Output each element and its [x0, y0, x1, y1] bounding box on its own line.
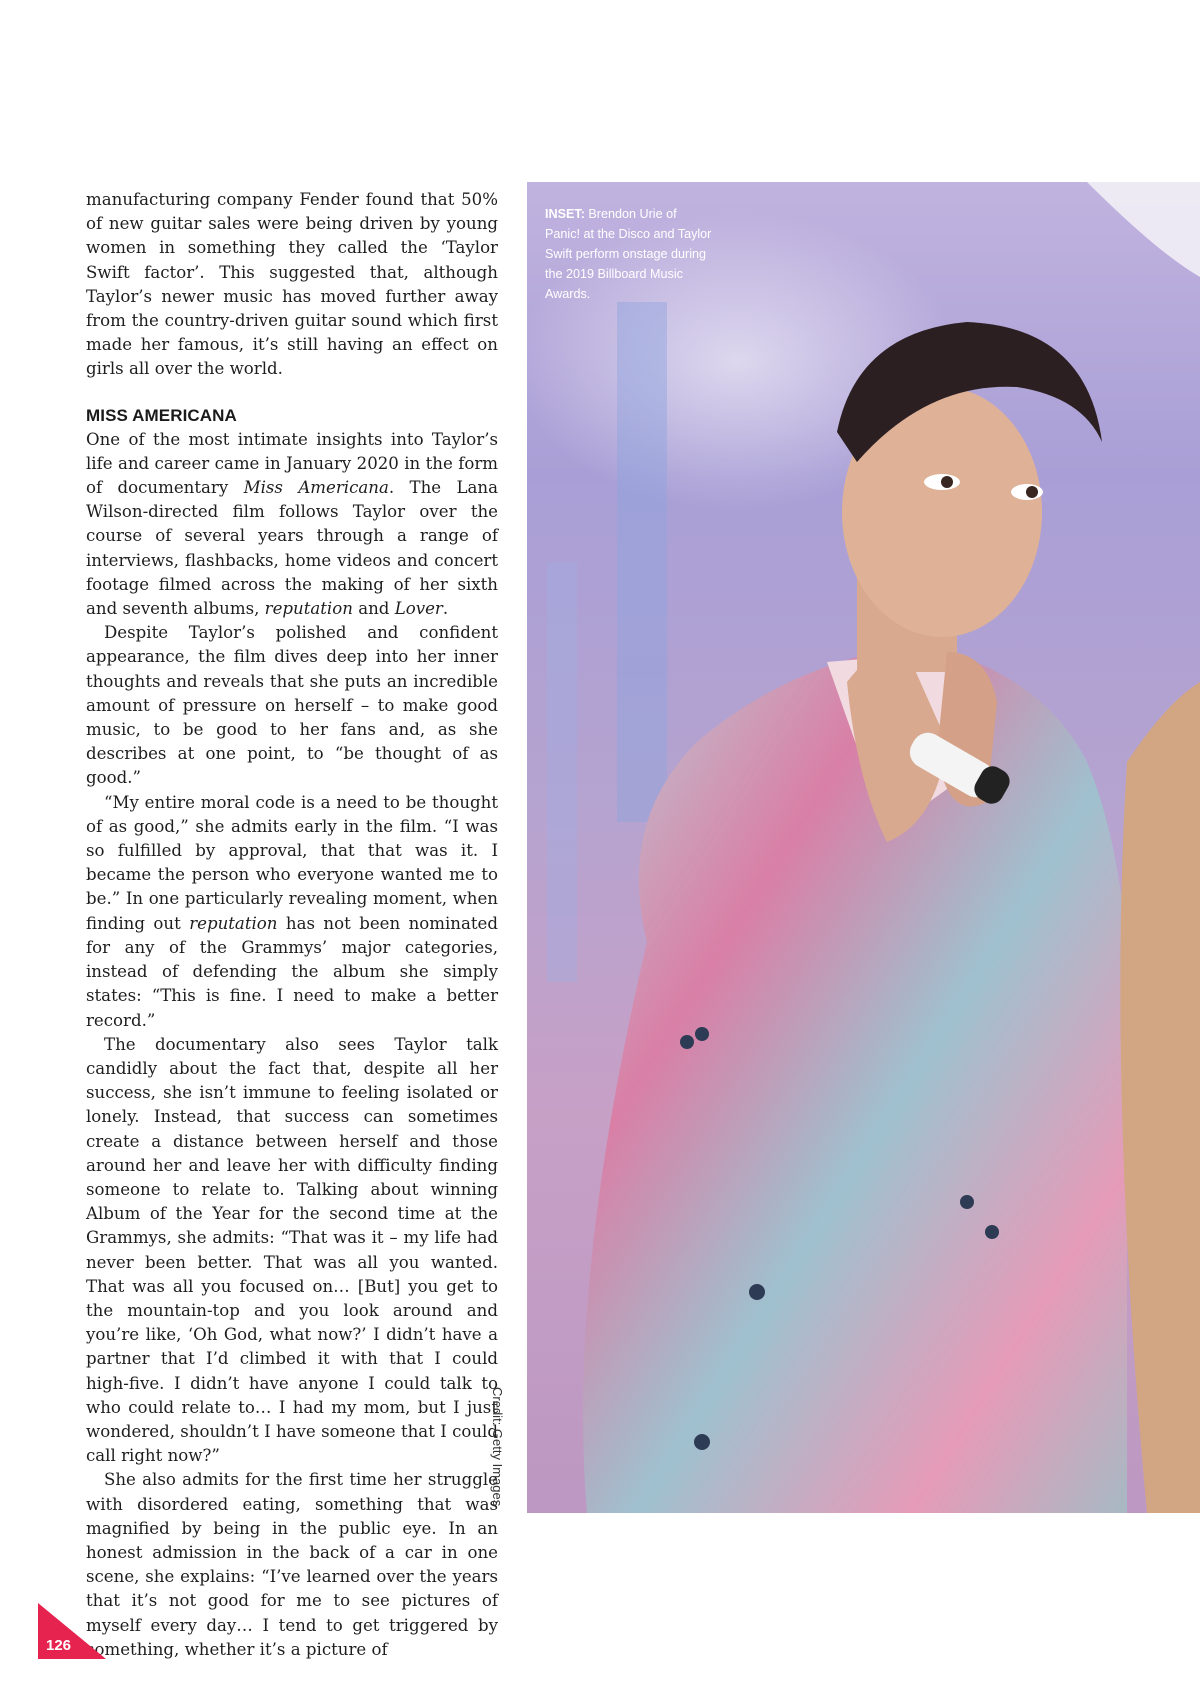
paragraph-1: One of the most intimate insights into Taylor’s life and career came in January 2020 in the form of documentary Miss Americana. The Lana Wilson-directed film follows Taylor over the course of several years through a range of interviews, flashbacks, home videos and concert footage filmed across the making of her sixth and seventh albums, reputation and Lover.	[86, 429, 498, 619]
intro-paragraph: manufacturing company Fender found that 50% of new guitar sales were being driven by young women in something they called the ‘Taylor Swift factor’. This suggested that, although Taylor’s newer music has moved further away from the country-driven guitar sound which first made her famous, it’s still having an effect on girls all over the world.	[86, 190, 498, 379]
paragraph-5: She also admits for the first time her struggle with disordered eating, something that was magnified by being in the public eye. In an honest admission in the back of a car in one scene, she explains: “I’ve learned over the years that it’s not good for me to see pictures of myself every day… I tend to get triggered by something, whether it’s a picture of	[86, 1470, 498, 1659]
photo-caption	[545, 204, 715, 304]
page-number-badge	[38, 1603, 106, 1659]
paragraph-2: Despite Taylor’s polished and confident appearance, the film dives deep into her inner thoughts and reveals that she puts an incredible amount of pressure on herself – to make good music, to be good to her fans and, as she describes at one point, to “be thought of as good.”	[86, 623, 498, 788]
performer-illustration	[527, 182, 1200, 1513]
section-heading: MISS AMERICANA	[86, 405, 237, 425]
caption-label: INSET:	[545, 207, 585, 221]
paragraph-4: The documentary also sees Taylor talk candidly about the fact that, despite all her success, she isn’t immune to feeling isolated or lonely. Instead, that success can sometimes create a distance between herself and those around her and leave her with difficulty finding someone to relate to. Talking about winning Album of the Year for the second time at the Grammys, she admits: “That was it – my life had never been better. That was all you wanted. That was all you focused on… [But] you get to the mountain-top and you look around and you’re like, ‘Oh God, what now?’ I didn’t have a partner that I’d climbed it with that I could high-five. I didn’t have anyone I could talk to who could relate to… I had my mom, but I just wondered, shouldn’t I have someone that I could call right now?”	[86, 1034, 498, 1466]
article-column	[86, 188, 498, 1662]
page-number: 126	[46, 1637, 72, 1654]
caption-text: Brendon Urie of Panic! at the Disco and Taylor Swift perform onstage during the 2019 Billboard Music Awards.	[545, 207, 712, 301]
concert-photo	[527, 182, 1200, 1513]
paragraph-3: “My entire moral code is a need to be thought of as good,” she admits early in the film. “I was so fulfilled by approval, that that was it. I became the person who everyone wanted me to be.” In one particularly revealing moment, when finding out reputation has not been nominated for any of the Grammys’ major categories, instead of defending the album she simply states: “This is fine. I need to make a better record.”	[86, 792, 498, 1030]
